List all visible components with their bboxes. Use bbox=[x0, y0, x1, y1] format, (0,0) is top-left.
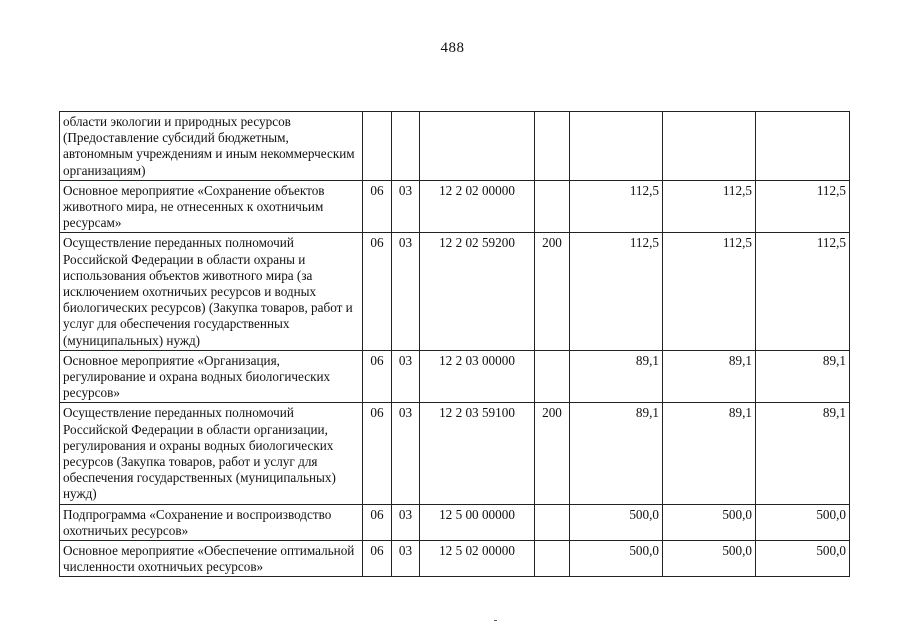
row-section: 06 bbox=[363, 504, 392, 540]
row-target-code: 12 5 02 00000 bbox=[420, 541, 535, 577]
row-amount-2: 112,5 bbox=[663, 233, 756, 350]
row-amount-3: 89,1 bbox=[756, 350, 850, 403]
row-section bbox=[363, 112, 392, 181]
row-amount-3: 112,5 bbox=[756, 233, 850, 350]
row-section: 06 bbox=[363, 541, 392, 577]
row-expense-type bbox=[535, 541, 570, 577]
row-target-code: 12 2 03 59100 bbox=[420, 403, 535, 504]
row-amount-1: 89,1 bbox=[570, 403, 663, 504]
row-name: Подпрограмма «Сохранение и воспроизводство охотничьих ресурсов» bbox=[60, 504, 363, 540]
table-row bbox=[60, 541, 850, 577]
row-target-code: 12 2 02 59200 bbox=[420, 233, 535, 350]
row-amount-3: 112,5 bbox=[756, 180, 850, 233]
row-amount-2: 112,5 bbox=[663, 180, 756, 233]
row-name: Осуществление переданных полномочий Российской Федерации в области организации, регулирования и охраны водных биологических ресурсов (Закупка товаров, работ и услуг для обеспечения государственных (муниципальных) нужд) bbox=[60, 403, 363, 504]
row-amount-3: 500,0 bbox=[756, 541, 850, 577]
row-target-code: 12 2 03 00000 bbox=[420, 350, 535, 403]
row-name: Основное мероприятие «Обеспечение оптимальной численности охотничьих ресурсов» bbox=[60, 541, 363, 577]
row-section: 06 bbox=[363, 350, 392, 403]
row-amount-1 bbox=[570, 112, 663, 181]
row-expense-type: 200 bbox=[535, 233, 570, 350]
row-expense-type bbox=[535, 112, 570, 181]
scan-speck bbox=[494, 620, 497, 621]
row-name: Осуществление переданных полномочий Российской Федерации в области охраны и использования объектов животного мира (за исключением охотничьих ресурсов и водных биологических ресурсов) (Закупка товаров, работ и услуг для обеспечения государственных (муниципальных) нужд) bbox=[60, 233, 363, 350]
row-expense-type bbox=[535, 504, 570, 540]
row-name: области экологии и природных ресурсов (Предоставление субсидий бюджетным, автономным учреждениям и иным некоммерческим организациям) bbox=[60, 112, 363, 181]
row-target-code: 12 2 02 00000 bbox=[420, 180, 535, 233]
row-subsection: 03 bbox=[392, 403, 420, 504]
budget-table bbox=[59, 111, 850, 577]
row-amount-3: 89,1 bbox=[756, 403, 850, 504]
row-amount-1: 500,0 bbox=[570, 504, 663, 540]
row-name: Основное мероприятие «Сохранение объектов животного мира, не отнесенных к охотничьим ресурсам» bbox=[60, 180, 363, 233]
row-subsection: 03 bbox=[392, 350, 420, 403]
row-subsection: 03 bbox=[392, 504, 420, 540]
page-number: 488 bbox=[440, 40, 465, 56]
table-row bbox=[60, 350, 850, 403]
row-amount-3: 500,0 bbox=[756, 504, 850, 540]
row-amount-1: 500,0 bbox=[570, 541, 663, 577]
table-row bbox=[60, 233, 850, 350]
row-amount-2 bbox=[663, 112, 756, 181]
row-subsection: 03 bbox=[392, 180, 420, 233]
row-name: Основное мероприятие «Организация, регулирование и охрана водных биологических ресурсов» bbox=[60, 350, 363, 403]
row-target-code bbox=[420, 112, 535, 181]
row-section: 06 bbox=[363, 180, 392, 233]
table-row bbox=[60, 403, 850, 504]
row-target-code: 12 5 00 00000 bbox=[420, 504, 535, 540]
row-amount-2: 89,1 bbox=[663, 350, 756, 403]
row-amount-2: 500,0 bbox=[663, 504, 756, 540]
row-section: 06 bbox=[363, 233, 392, 350]
row-amount-2: 89,1 bbox=[663, 403, 756, 504]
row-subsection: 03 bbox=[392, 541, 420, 577]
row-subsection bbox=[392, 112, 420, 181]
table-row bbox=[60, 180, 850, 233]
row-subsection: 03 bbox=[392, 233, 420, 350]
row-section: 06 bbox=[363, 403, 392, 504]
row-expense-type bbox=[535, 350, 570, 403]
row-amount-1: 112,5 bbox=[570, 180, 663, 233]
table-row bbox=[60, 504, 850, 540]
table-row bbox=[60, 112, 850, 181]
row-expense-type bbox=[535, 180, 570, 233]
row-expense-type: 200 bbox=[535, 403, 570, 504]
row-amount-1: 89,1 bbox=[570, 350, 663, 403]
row-amount-3 bbox=[756, 112, 850, 181]
row-amount-1: 112,5 bbox=[570, 233, 663, 350]
row-amount-2: 500,0 bbox=[663, 541, 756, 577]
